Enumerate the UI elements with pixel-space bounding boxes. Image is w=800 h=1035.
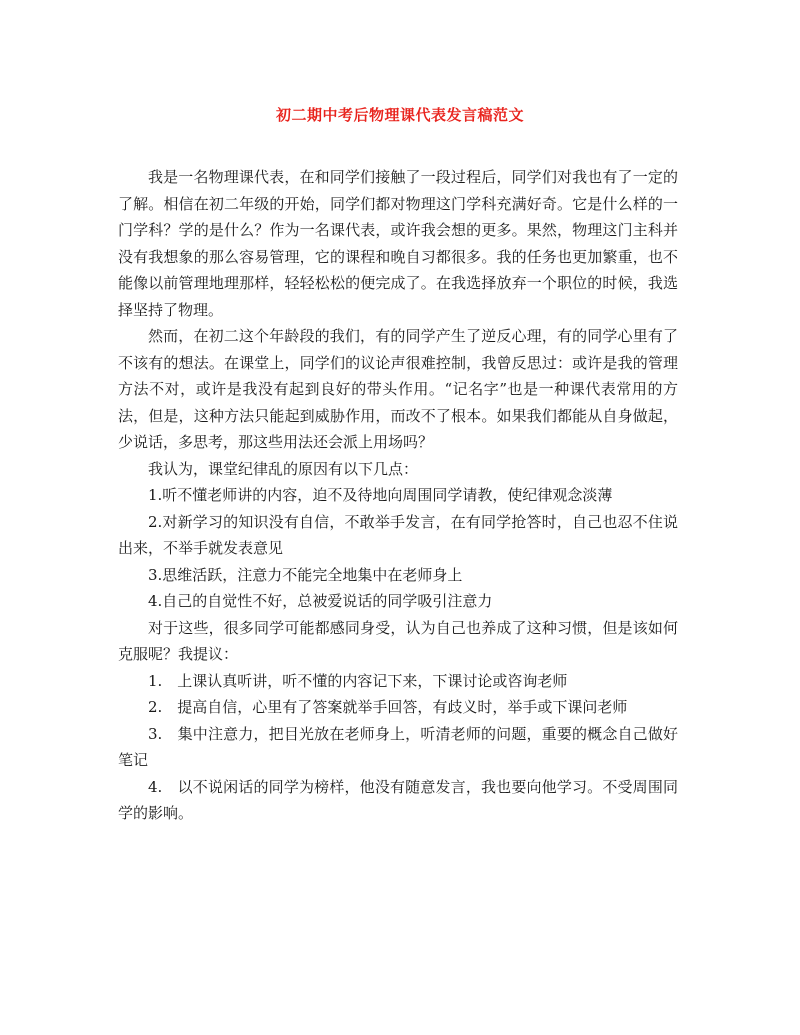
paragraph-intro: 我是一名物理课代表，在和同学们接触了一段过程后，同学们对我也有了一定的了解。相信在初二年级的开始，同学们都对物理这门学科充满好奇。它是什么样的一门学科？学的是什么？作为一名课代表，或许我会想的更多。果然，物理这门主科并没有我想象的那么容易管理，它的课程和晚自习都很多。我的任务也更加繁重，也不能像以前管理地理那样，轻轻松松的便完成了。在我选择放弃一个职位的时候，我选择坚持了物理。 <box>118 168 678 319</box>
reason-item-4: 4.自己的自觉性不好，总被爱说话的同学吸引注意力 <box>148 592 493 610</box>
suggestion-item-2: 2. 提高自信，心里有了答案就举手回答，有歧义时，举手或下课问老师 <box>148 698 628 716</box>
suggestion-item-3: 3. 集中注意力，把目光放在老师身上，听清老师的问题，重要的概念自己做好笔记 <box>118 724 678 769</box>
paragraph-reasons-heading: 我认为，课堂纪律乱的原因有以下几点： <box>148 459 419 478</box>
document-title: 初二期中考后物理课代表发言稿范文 <box>275 106 524 124</box>
reason-item-2: 2.对新学习的知识没有自信，不敢举手发言，在有同学抢答时，自己也忍不住说出来，不举手就发表意见 <box>118 512 678 557</box>
paragraph-however: 然而，在初二这个年龄段的我们，有的同学产生了逆反心理，有的同学心里有了不该有的想法。在课堂上，同学们的议论声很难控制，我曾反思过：或许是我的管理方法不对，或许是我没有起到良好的带头作用。“记名字”也是一种课代表常用的方法，但是，这种方法只能起到威胁作用，而改不了根本。如果我们都能从自身做起，少说话，多思考，那这些用法还会派上用场吗？ <box>118 327 678 451</box>
reason-item-3: 3.思维活跃，注意力不能完全地集中在老师身上 <box>148 565 463 584</box>
suggestion-item-1: 1. 上课认真听讲，听不懂的内容记下来，下课讨论或咨询老师 <box>148 671 568 690</box>
document-body <box>118 164 678 827</box>
reason-item-1: 1.听不懂老师讲的内容，迫不及待地向周围同学请教，使纪律观念淡薄 <box>148 486 613 504</box>
suggestion-item-4: 4. 以不说闲话的同学为榜样，他没有随意发言，我也要向他学习。不受周围同学的影响。 <box>118 777 678 822</box>
paragraph-suggestions-heading: 对于这些，很多同学可能都感同身受，认为自己也养成了这种习惯，但是该如何克服呢？我提议： <box>118 618 678 663</box>
